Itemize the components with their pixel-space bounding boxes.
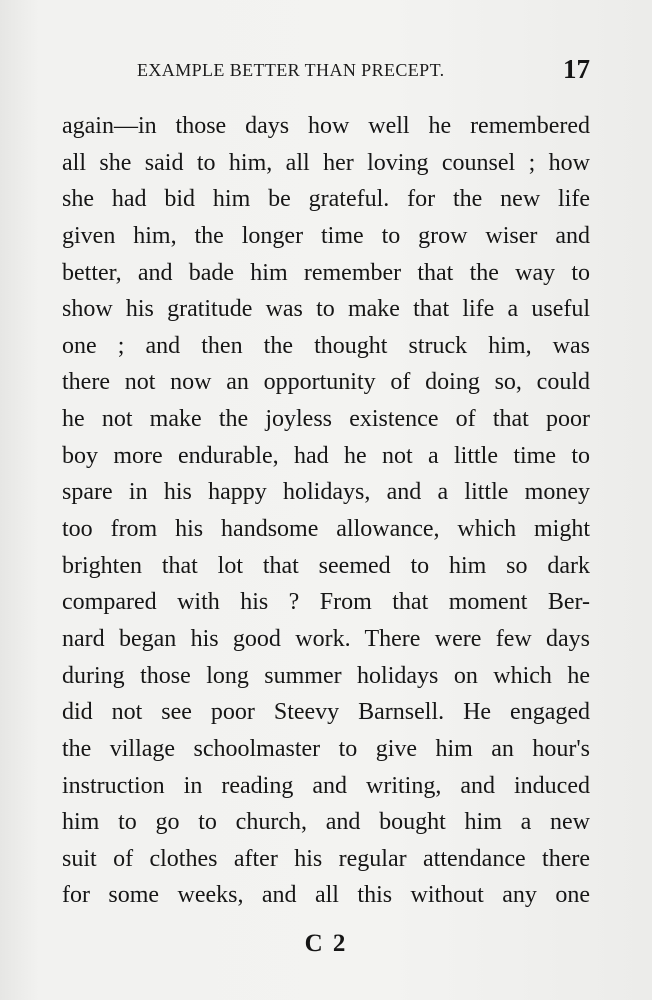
text-line: did not see poor Steevy Barnsell. He engaged [62, 699, 590, 726]
text-line: compared with his ? From that moment Ber- [62, 589, 590, 616]
running-head-title: EXAMPLE BETTER THAN PRECEPT. [137, 60, 445, 80]
text-line: nard began his good work. There were few days [62, 625, 590, 652]
text-line: him to go to church, and bought him a new [62, 809, 590, 836]
text-line: suit of clothes after his regular attendance there [62, 845, 590, 872]
text-line: during those long summer holidays on which he [62, 662, 590, 689]
text-line: show his gratitude was to make that life a useful [62, 296, 590, 323]
body-text [62, 108, 590, 914]
text-line: boy more endurable, had he not a little time to [62, 442, 590, 469]
text-line: all she said to him, all her loving counsel ; how [62, 149, 590, 176]
text-line: brighten that lot that seemed to him so dark [62, 552, 590, 579]
text-line: for some weeks, and all this without any one [62, 882, 590, 909]
text-line: the village schoolmaster to give him an hour's [62, 735, 590, 762]
text-line: again—in those days how well he remembered [62, 113, 590, 139]
text-line: spare in his happy holidays, and a little money [62, 479, 590, 506]
text-line: too from his handsome allowance, which might [62, 516, 590, 543]
signature-mark: C 2 [304, 930, 348, 957]
text-line: he not make the joyless existence of that poor [62, 406, 590, 433]
page-number: 17 [563, 54, 590, 84]
text-line: there not now an opportunity of doing so, could [62, 369, 590, 396]
text-line: given him, the longer time to grow wiser and [62, 222, 590, 249]
running-head [0, 52, 652, 92]
text-line: instruction in reading and writing, and induced [62, 772, 590, 799]
text-line: better, and bade him remember that the way to [62, 259, 590, 286]
text-line: she had bid him be grateful. for the new life [62, 186, 590, 213]
text-line: one ; and then the thought struck him, was [62, 332, 590, 359]
